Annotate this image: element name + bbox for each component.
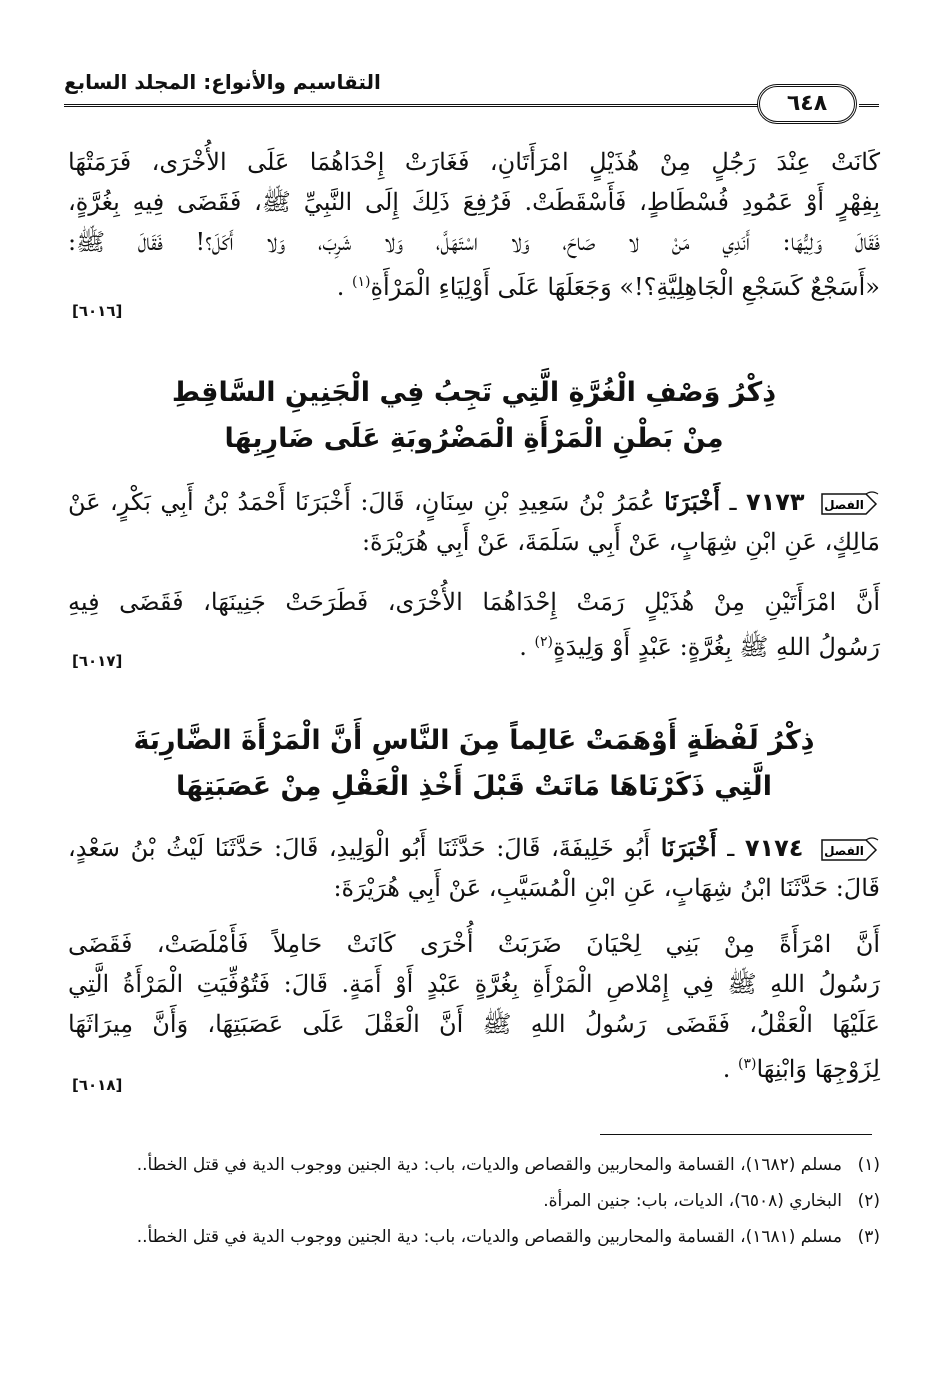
running-header [64,66,879,126]
heading-line: الَّتِي ذَكَرْنَاهَا مَاتَتْ قَبْلَ أَخْذِ الْعَقْلِ مِنْ عَصَبَتِهَا [176,771,772,802]
hadith-ref: [٦٠١٨] [72,1076,123,1094]
intro-paragraph [68,142,880,307]
hadith-lead: أَخْبَرَنَا [660,833,717,862]
section-heading [68,370,880,462]
hadith-ref: [٦٠١٦] [72,302,123,320]
isnad-line: قَالَ: حَدَّثَنَا ابْنُ شِهَابٍ، عَنِ ابْنِ الْمُسَيَّبِ، عَنْ أَبِي هُرَيْرَةَ: [333,874,880,902]
matn-line: لِزَوْجِهَا وَابْنِهَا$^{(٣)}$ . [722,1055,880,1083]
text-line-content: «أَسَجْعٌ كَسَجْعِ الْجَاهِلِيَّةِ؟!» وَجَعَلَهَا عَلَى أَوْلِيَاءِ الْمَرْأَةِ [370,273,880,301]
header-rule [64,104,819,107]
page-number: ٦٤٨ [757,84,857,124]
footnote-number: (٢) [857,1191,880,1211]
hadith-number: ٧١٧٤ [744,834,804,862]
matn-line: أَنَّ امْرَأَةً مِنْ بَنِي لِحْيَانَ ضَرَبَتْ أُخْرَى كَانَتْ حَامِلاً فَأَمْلَصَتْ، فَقَضَى [68,930,880,958]
matn-line: رَسُولُ اللهِ ﷺ فِي إِمْلاصِ الْمَرْأَةِ بِغُرَّةٍ عَبْدٍ أَوْ أَمَةٍ. قَالَ: فَتُوُفِّيَتِ الْمَرْأَةُ الَّتِي [68,970,881,998]
heading-line: مِنْ بَطْنِ الْمَرْأَةِ الْمَضْرُوبَةِ عَلَى ضَارِبِهَا [224,423,724,454]
hadith-lead: أَخْبَرَنَا [664,487,721,516]
footnote [68,1150,880,1180]
section-heading [68,718,880,810]
header-title: التقاسيم والأنواع: المجلد السابع [64,70,381,94]
footnote-number: (٣) [857,1227,880,1247]
footnote [68,1222,880,1252]
footnotes [68,1150,880,1252]
heading-line: ذِكْرُ لَفْظَةٍ أَوْهَمَتْ عَالِماً مِنَ النَّاسِ أَنَّ الْمَرْأَةَ الضَّارِبَةَ [133,725,815,756]
footnote-mark: (٢) [534,634,553,650]
heading-line: ذِكْرُ وَصْفِ الْغُرَّةِ الَّتِي تَجِبُ فِي الْجَنِينِ السَّاقِطِ [171,377,777,408]
hadith-7173-matn [68,582,880,667]
fasl-label: الفصل [824,843,864,858]
text-line: كَانَتْ عِنْدَ رَجُلٍ مِنْ هُذَيْلٍ امْرَأَتَانِ، فَغَارَتْ إِحْدَاهُمَا عَلَى الأُخْرَى، فَرَمَتْهَا [68,148,880,176]
footnote-divider [600,1134,872,1135]
hadith-ref: [٦٠١٧] [72,652,123,670]
fasl-ornament-icon [820,834,880,866]
hadith-7174 [68,828,880,908]
header-rule-right [859,104,879,107]
hadith-7173 [68,482,880,562]
fasl-ornament-icon [820,488,880,520]
isnad-line: مَالِكٍ، عَنِ ابْنِ شِهَابٍ، عَنْ أَبِي سَلَمَةَ، عَنْ أَبِي هُرَيْرَةَ: [361,528,880,556]
matn-line: عَلَيْهَا الْعَقْلُ، فَقَضَى رَسُولُ اللهِ ﷺ أَنَّ الْعَقْلَ عَلَى عَصَبَتِهَا، وَأَنَّ مِيرَاثَهَا [68,1010,880,1038]
isnad-text: عُمَرُ بْنُ سَعِيدِ بْنِ سِنَانٍ، قَالَ: أَخْبَرَنَا أَحْمَدُ بْنُ أَبِي بَكْرٍ، عَنْ [68,488,655,516]
matn-text: لِزَوْجِهَا وَابْنِهَا [756,1055,880,1083]
footnote-mark: (٣) [737,1056,757,1072]
isnad-line: الفصل ٧١٧٣ ـ أَخْبَرَنَا عُمَرُ بْنُ سَعِيدِ بْنِ سِنَانٍ، قَالَ: أَخْبَرَنَا أَحْمَدُ بْنُ أَبِي بَكْرٍ، عَنْ [68,482,880,522]
matn-line: رَسُولُ اللهِ ﷺ بِغُرَّةٍ: عَبْدٍ أَوْ وَلِيدَةٍ$^{(٢)}$ . [519,633,880,661]
hadith-number: ٧١٧٣ [745,488,805,516]
text-line: بِفِهْرٍ أَوْ عَمُودِ فُسْطَاطٍ، فَأَسْقَطَتْ. فَرُفِعَ ذَلِكَ إِلَى النَّبِيِّ ﷺ، فَقَضَى فِيهِ بِغُرَّةٍ، [68,188,880,216]
text-line: فَقَالَ وَلِيُّهَا: أَنَدِي مَنْ لا صَاحَ، وَلا اسْتَهَلَّ، وَلا شَرِبَ، وَلا أَكَلَ؟! فَقَالَ ﷺ: [68,228,880,256]
footnote-text: مسلم (١٦٨٢)، القسامة والمحاربين والقصاص والديات، باب: دية الجنين ووجوب الدية في قتل الخطأ.. [136,1155,842,1175]
footnote-text: البخاري (٦٥٠٨)، الديات، باب: جنين المرأة. [543,1191,842,1211]
footnote [68,1186,880,1216]
matn-line: أَنَّ امْرَأَتَيْنِ مِنْ هُذَيْلٍ رَمَتْ إِحْدَاهُمَا الأُخْرَى، فَطَرَحَتْ جَنِينَهَا، فَقَضَى فِيهِ [68,588,880,616]
fasl-label: الفصل [824,497,864,512]
footnote-number: (١) [857,1155,880,1175]
isnad-line: الفصل ٧١٧٤ ـ أَخْبَرَنَا أَبُو خَلِيفَةَ، قَالَ: حَدَّثَنَا أَبُو الْوَلِيدِ، قَالَ: حَدَّثَنَا لَيْثُ بْنُ سَعْدٍ، [68,828,880,868]
footnote-mark: (١) [352,274,371,290]
hadith-7174-matn [68,924,880,1089]
footnote-text: مسلم (١٦٨١)، القسامة والمحاربين والقصاص والديات، باب: دية الجنين ووجوب الدية في قتل الخطأ.. [136,1227,842,1247]
text-line: «أَسَجْعٌ كَسَجْعِ الْجَاهِلِيَّةِ؟!» وَجَعَلَهَا عَلَى أَوْلِيَاءِ الْمَرْأَةِ$^{(١)}$ . [336,273,880,301]
isnad-text: أَبُو خَلِيفَةَ، قَالَ: حَدَّثَنَا أَبُو الْوَلِيدِ، قَالَ: حَدَّثَنَا لَيْثُ بْنُ سَعْدٍ، [68,834,651,862]
matn-text: رَسُولُ اللهِ ﷺ بِغُرَّةٍ: عَبْدٍ أَوْ وَلِيدَةٍ [553,633,880,661]
